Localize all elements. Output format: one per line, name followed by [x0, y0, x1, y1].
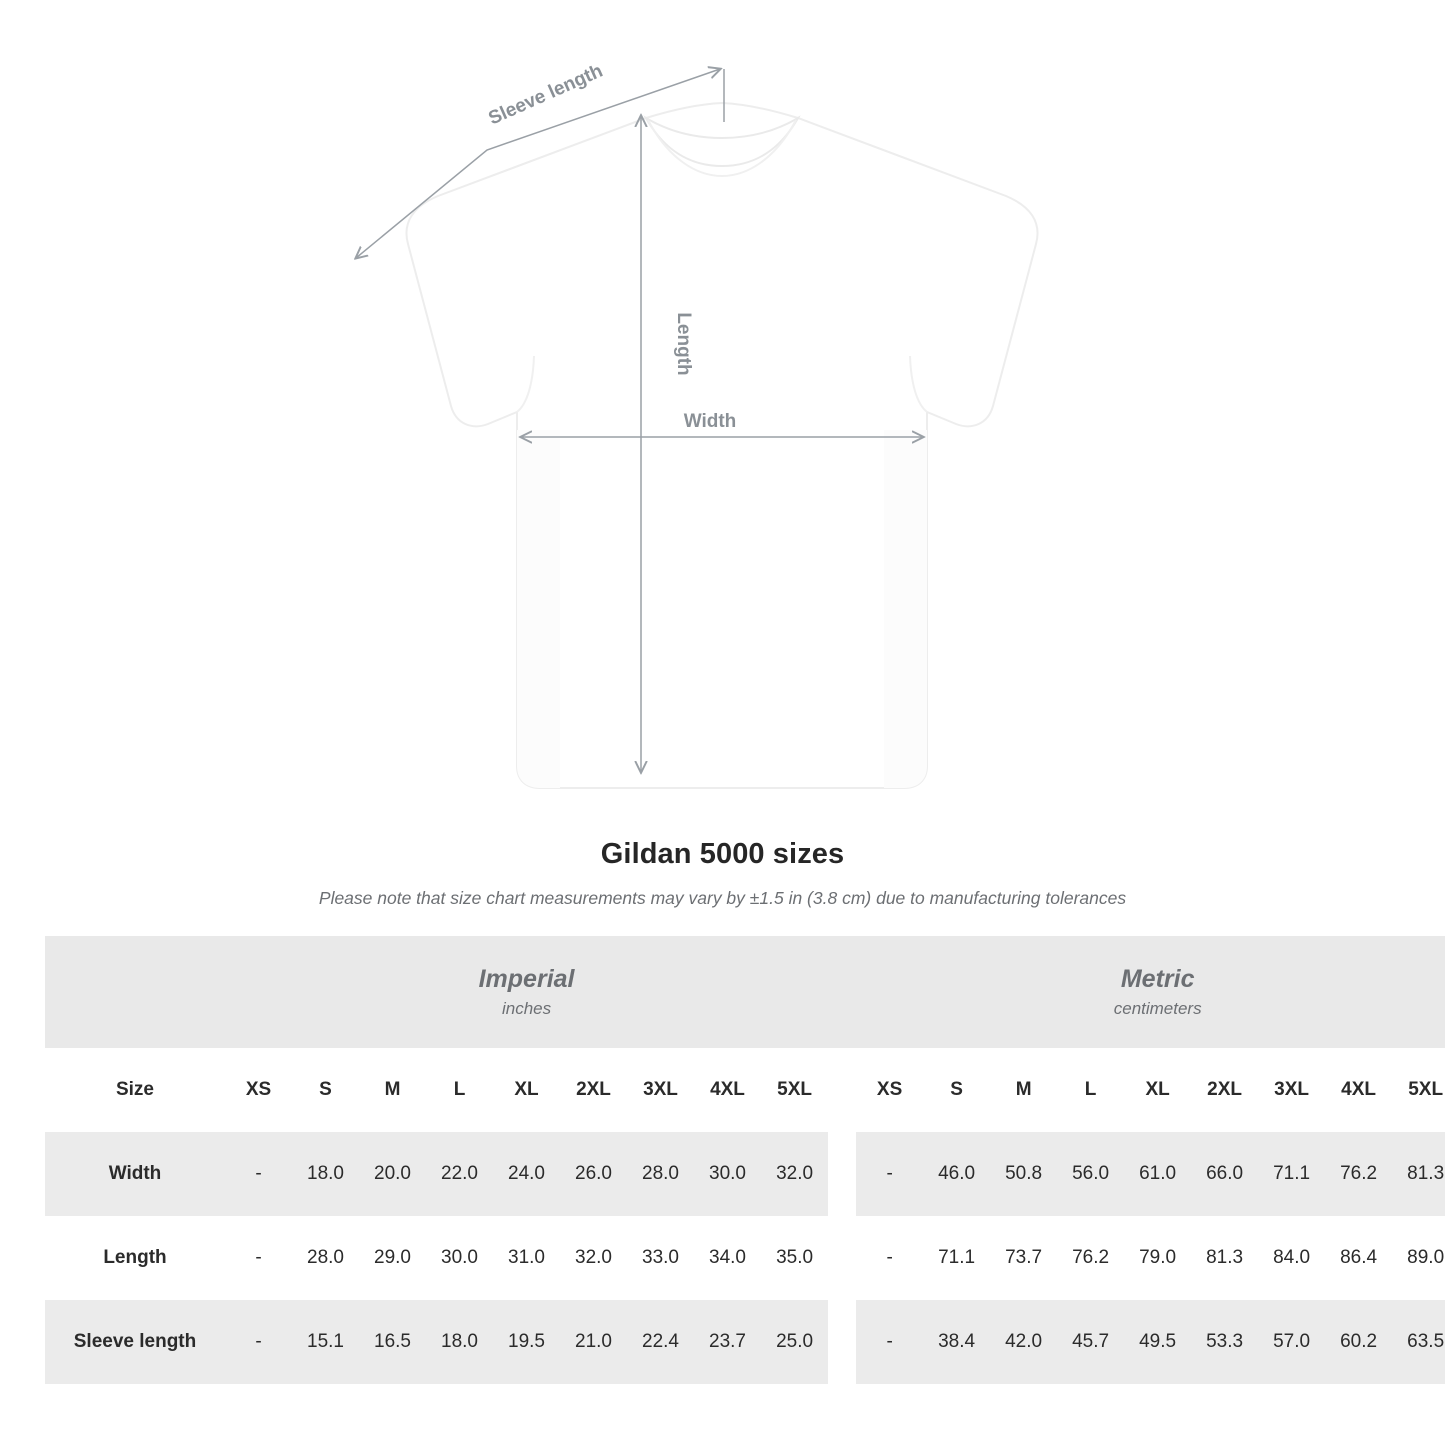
length-metric-4xl: 86.4 — [1325, 1216, 1392, 1300]
row-label-width: Width — [45, 1132, 225, 1216]
size-header-imperial-xl: XL — [493, 1048, 560, 1132]
sleeve-metric-4xl: 60.2 — [1325, 1300, 1392, 1384]
size-header-imperial-5xl: 5XL — [761, 1048, 828, 1132]
length-imperial-s: 28.0 — [292, 1216, 359, 1300]
sleeve-metric-xl: 49.5 — [1124, 1300, 1191, 1384]
width-imperial-3xl: 28.0 — [627, 1132, 694, 1216]
width-imperial-xl: 24.0 — [493, 1132, 560, 1216]
unit-sub-imperial: inches — [501, 999, 552, 1019]
size-header-metric-xl: XL — [1124, 1048, 1191, 1132]
size-header-imperial-s: S — [292, 1048, 359, 1132]
size-header-label: Size — [45, 1048, 225, 1132]
width-metric-m: 50.8 — [990, 1132, 1057, 1216]
length-imperial-5xl: 35.0 — [761, 1216, 828, 1300]
width-imperial-l: 22.0 — [426, 1132, 493, 1216]
width-metric-xl: 61.0 — [1124, 1132, 1191, 1216]
length-metric-m: 73.7 — [990, 1216, 1057, 1300]
width-imperial-xs: - — [225, 1132, 292, 1216]
sleeve-length-label: Sleeve length — [485, 60, 606, 130]
width-metric-4xl: 76.2 — [1325, 1132, 1392, 1216]
width-metric-xs: - — [856, 1132, 923, 1216]
length-metric-xl: 79.0 — [1124, 1216, 1191, 1300]
table-row — [45, 1132, 1445, 1216]
tolerance-note: Please note that size chart measurements may vary by ±1.5 in (3.8 cm) due to manufacturing tolerances — [318, 888, 1127, 908]
width-imperial-5xl: 32.0 — [761, 1132, 828, 1216]
length-metric-xs: - — [856, 1216, 923, 1300]
sleeve-metric-2xl: 53.3 — [1191, 1300, 1258, 1384]
length-label: Length — [673, 312, 694, 376]
width-imperial-s: 18.0 — [292, 1132, 359, 1216]
length-metric-5xl: 89.0 — [1392, 1216, 1445, 1300]
sleeve-metric-5xl: 63.5 — [1392, 1300, 1445, 1384]
sleeve-metric-3xl: 57.0 — [1258, 1300, 1325, 1384]
size-header-gap — [828, 1048, 856, 1132]
unit-sub-metric: centimeters — [1113, 999, 1202, 1019]
length-imperial-xs: - — [225, 1216, 292, 1300]
size-header-imperial-l: L — [426, 1048, 493, 1132]
sleeve-imperial-3xl: 22.4 — [627, 1300, 694, 1384]
size-header-metric-5xl: 5XL — [1392, 1048, 1445, 1132]
width-metric-3xl: 71.1 — [1258, 1132, 1325, 1216]
table-row — [45, 1300, 1445, 1384]
size-header-metric-s: S — [923, 1048, 990, 1132]
length-imperial-3xl: 33.0 — [627, 1216, 694, 1300]
size-header-imperial-4xl: 4XL — [694, 1048, 761, 1132]
sleeve-imperial-l: 18.0 — [426, 1300, 493, 1384]
sleeve-imperial-s: 15.1 — [292, 1300, 359, 1384]
size-table — [45, 936, 1445, 1384]
unit-header-row — [45, 936, 1445, 1048]
size-header-imperial-xs: XS — [225, 1048, 292, 1132]
width-row-gap — [828, 1132, 856, 1216]
sleeve-imperial-xl: 19.5 — [493, 1300, 560, 1384]
sleeve-imperial-5xl: 25.0 — [761, 1300, 828, 1384]
size-table-wrapper — [45, 936, 1445, 1384]
length-imperial-2xl: 32.0 — [560, 1216, 627, 1300]
size-header-metric-4xl: 4XL — [1325, 1048, 1392, 1132]
sleeve-imperial-4xl: 23.7 — [694, 1300, 761, 1384]
length-metric-l: 76.2 — [1057, 1216, 1124, 1300]
title-block — [0, 838, 1445, 909]
size-header-metric-3xl: 3XL — [1258, 1048, 1325, 1132]
unit-name-metric: Metric — [1120, 964, 1195, 993]
size-header-imperial-2xl: 2XL — [560, 1048, 627, 1132]
width-imperial-m: 20.0 — [359, 1132, 426, 1216]
row-label-sleeve-length: Sleeve length — [45, 1300, 225, 1384]
sleeve-imperial-2xl: 21.0 — [560, 1300, 627, 1384]
sleeve-metric-m: 42.0 — [990, 1300, 1057, 1384]
width-imperial-4xl: 30.0 — [694, 1132, 761, 1216]
page-title: Gildan 5000 sizes — [600, 838, 845, 870]
size-header-imperial-m: M — [359, 1048, 426, 1132]
width-metric-5xl: 81.3 — [1392, 1132, 1445, 1216]
length-metric-2xl: 81.3 — [1191, 1216, 1258, 1300]
width-imperial-2xl: 26.0 — [560, 1132, 627, 1216]
unit-header-blank — [45, 936, 225, 1048]
length-imperial-xl: 31.0 — [493, 1216, 560, 1300]
size-header-metric-xs: XS — [856, 1048, 923, 1132]
sleeve-metric-s: 38.4 — [923, 1300, 990, 1384]
size-header-row — [45, 1048, 1445, 1132]
length-imperial-m: 29.0 — [359, 1216, 426, 1300]
length-imperial-4xl: 34.0 — [694, 1216, 761, 1300]
unit-header-imperial — [225, 936, 828, 1048]
size-header-metric-2xl: 2XL — [1191, 1048, 1258, 1132]
length-row-gap — [828, 1216, 856, 1300]
row-label-length: Length — [45, 1216, 225, 1300]
length-metric-s: 71.1 — [923, 1216, 990, 1300]
tshirt-shape — [406, 103, 1037, 788]
width-metric-2xl: 66.0 — [1191, 1132, 1258, 1216]
width-metric-s: 46.0 — [923, 1132, 990, 1216]
width-metric-l: 56.0 — [1057, 1132, 1124, 1216]
size-header-metric-m: M — [990, 1048, 1057, 1132]
unit-header-gap — [828, 936, 856, 1048]
unit-name-imperial: Imperial — [478, 964, 575, 993]
unit-header-metric — [856, 936, 1445, 1048]
size-header-metric-l: L — [1057, 1048, 1124, 1132]
sleeve-metric-l: 45.7 — [1057, 1300, 1124, 1384]
sleeve-row-gap — [828, 1300, 856, 1384]
sleeve-imperial-xs: - — [225, 1300, 292, 1384]
length-imperial-l: 30.0 — [426, 1216, 493, 1300]
size-header-imperial-3xl: 3XL — [627, 1048, 694, 1132]
length-metric-3xl: 84.0 — [1258, 1216, 1325, 1300]
width-label: Width — [683, 411, 737, 432]
sleeve-metric-xs: - — [856, 1300, 923, 1384]
table-row — [45, 1216, 1445, 1300]
sleeve-imperial-m: 16.5 — [359, 1300, 426, 1384]
